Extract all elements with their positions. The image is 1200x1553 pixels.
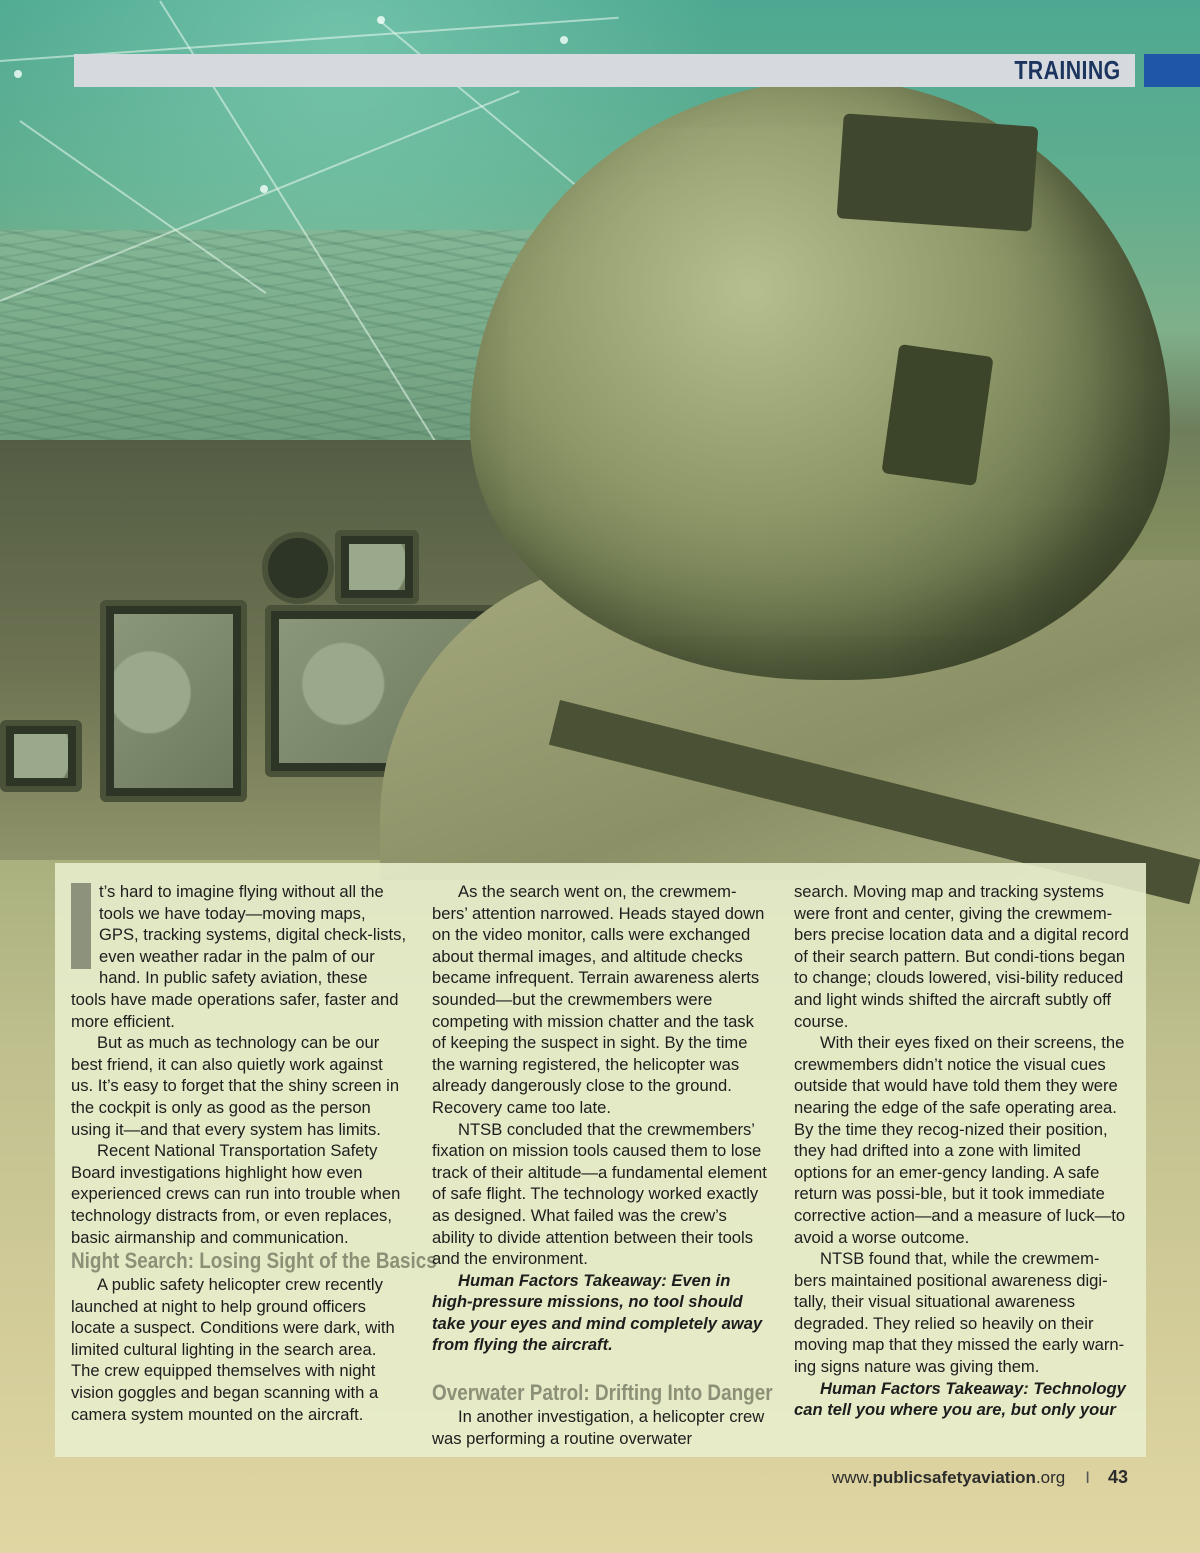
article-column-1 [71, 881, 437, 1425]
helmet-mount-plate [881, 344, 993, 486]
helmet-patch [837, 113, 1039, 231]
paragraph: NTSB found that, while the crewmem-bers maintained positional awareness digi-tally, their visual situational awareness degraded. They relied so heavily on their moving map that they missed the early warn-ing signs nature was giving them. [794, 1249, 1125, 1377]
subheading: Overwater Patrol: Drifting Into Danger [432, 1380, 773, 1406]
left-display [100, 600, 247, 802]
article-body [55, 863, 1146, 1457]
page-footer [832, 1467, 1128, 1488]
paragraph-text: t’s hard to imagine flying without all the tools we have today—moving maps, GPS, tracking systems, digital check-lists, even weather radar in the palm of our hand. In public safety aviation, these tools have made operations safer, faster and more efficient. [71, 882, 407, 1031]
article-column-3 [794, 881, 1130, 1421]
footer-separator: I [1085, 1468, 1090, 1487]
upper-gauge [262, 532, 334, 604]
section-tab-accent [1144, 54, 1200, 87]
footer-url[interactable]: www.publicsafetyaviation.org [831, 1468, 1066, 1487]
takeaway-callout: Human Factors Takeaway: Technology can tell you where you are, but only your [794, 1378, 1126, 1420]
section-header-bar [74, 54, 1135, 87]
paragraph: With their eyes fixed on their screens, the crewmembers didn’t notice the visual cues outside that would have told them they were nearing the edge of the safe operating area. By the time they recog-nized their position, they had drifted into a zone with limited options for an emer-gency landing. A safe return was possi-ble, but it took immediate corrective action—and a measure of luck—to avoid a worse outcome. [794, 1033, 1126, 1247]
paragraph: In another investigation, a helicopter crew was performing a routine overwater [432, 1407, 765, 1448]
network-node [560, 36, 568, 44]
paragraph [71, 881, 407, 1032]
network-node [260, 185, 268, 193]
upper-display [335, 530, 419, 604]
paragraph: search. Moving map and tracking systems were front and center, giving the crewmem-bers precise location data and a digital record of their search pattern. But condi-tions began to change; clouds lowered, visi-bility reduced and light winds shifted the aircraft subtly off course. [794, 882, 1129, 1031]
paragraph: NTSB concluded that the crewmembers’ fixation on mission tools caused them to lose track of their altitude—a fundamental element of safe flight. The technology worked exactly as designed. What failed was the crew’s ability to divide attention between their tools and the environment. [432, 1119, 767, 1269]
network-node [377, 16, 385, 24]
page-number: 43 [1107, 1467, 1128, 1487]
side-display [0, 720, 82, 792]
article-column-2 [432, 881, 773, 1449]
drop-cap [71, 883, 91, 969]
network-node [14, 70, 22, 78]
paragraph: Recent National Transportation Safety Board investigations highlight how even experienced crews can run into trouble when technology distracts from, or even replaces, basic airmanship and communication. [71, 1141, 401, 1247]
paragraph: As the search went on, the crewmem-bers’ attention narrowed. Heads stayed down on the video monitor, calls were exchanged about thermal images, and altitude checks became infrequent. Terrain awareness alerts sounded—but the crewmembers were competing with mission chatter and the task of keeping the suspect in sight. By the time the warning registered, the helicopter was already dangerously close to the ground. Recovery came too late. [432, 882, 765, 1117]
takeaway-callout: Human Factors Takeaway: Even in high-pressure missions, no tool should take your eyes and mind completely away from flying the aircraft. [432, 1270, 763, 1355]
subheading: Night Search: Losing Sight of the Basics [71, 1248, 437, 1274]
section-label: TRAINING [1014, 55, 1121, 85]
paragraph: A public safety helicopter crew recently launched at night to help ground officers locate a suspect. Conditions were dark, with limited cultural lighting in the search area. The crew equipped themselves with night vision goggles and began scanning with a camera system mounted on the aircraft. [71, 1275, 395, 1424]
paragraph: But as much as technology can be our best friend, it can also quietly work against us. It’s easy to forget that the shiny screen in the cockpit is only as good as the person using it—and that every system has limits. [71, 1033, 400, 1139]
